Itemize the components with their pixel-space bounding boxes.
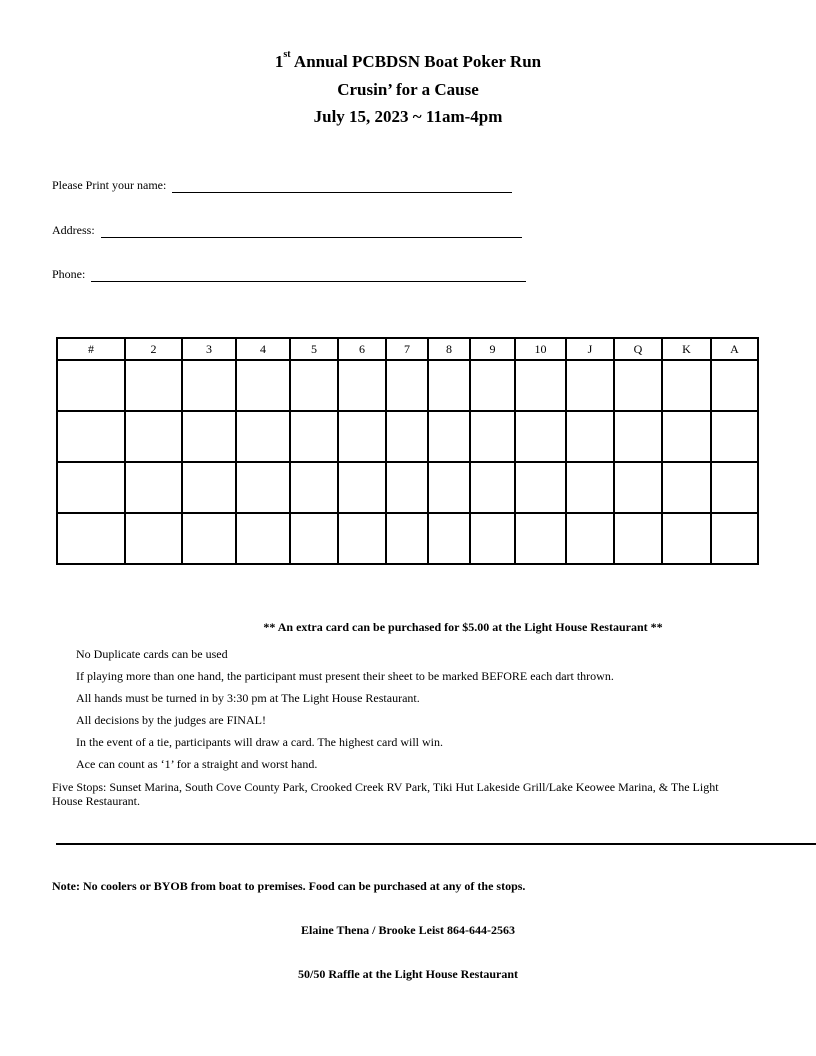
event-subtitle: Crusin’ for a Cause (337, 80, 479, 99)
rules-list (76, 646, 614, 778)
card-table-body (57, 360, 758, 564)
card-cell[interactable] (428, 411, 470, 462)
card-cell[interactable] (428, 513, 470, 564)
header-cell: 3 (182, 338, 236, 360)
event-title (0, 49, 816, 72)
card-cell[interactable] (428, 360, 470, 411)
header-cell: # (57, 338, 125, 360)
rule-item: If playing more than one hand, the participant must present their sheet to be marked BEFORE each dart thrown. (76, 669, 614, 683)
card-cell[interactable] (515, 513, 566, 564)
card-cell[interactable] (182, 513, 236, 564)
contact-line: Elaine Thena / Brooke Leist 864-644-2563 (301, 923, 515, 937)
card-cell[interactable] (711, 462, 758, 513)
address-input-line[interactable] (101, 225, 522, 238)
card-cell[interactable] (470, 360, 515, 411)
header-cell: Q (614, 338, 662, 360)
title-ordinal-suffix: st (283, 49, 291, 60)
card-cell[interactable] (386, 411, 428, 462)
card-cell[interactable] (711, 360, 758, 411)
header-cell: 5 (290, 338, 338, 360)
card-cell[interactable] (57, 513, 125, 564)
card-cell[interactable] (125, 513, 182, 564)
card-cell[interactable] (182, 462, 236, 513)
rule-item: All hands must be turned in by 3:30 pm at The Light House Restaurant. (76, 691, 420, 705)
name-label: Please Print your name: (52, 178, 167, 192)
header-cell: 10 (515, 338, 566, 360)
card-cell[interactable] (236, 462, 290, 513)
card-cell[interactable] (566, 411, 614, 462)
card-cell[interactable] (566, 513, 614, 564)
card-table-row (57, 462, 758, 513)
card-cell[interactable] (428, 462, 470, 513)
card-cell[interactable] (125, 411, 182, 462)
card-table-header-row (57, 338, 758, 360)
card-cell[interactable] (662, 411, 711, 462)
address-label: Address: (52, 223, 95, 237)
header-cell: 9 (470, 338, 515, 360)
name-field (52, 178, 512, 193)
card-cell[interactable] (290, 513, 338, 564)
card-cell[interactable] (614, 411, 662, 462)
card-table-row (57, 360, 758, 411)
card-cell[interactable] (386, 360, 428, 411)
card-table (56, 337, 759, 565)
rule-item: No Duplicate cards can be used (76, 647, 228, 661)
phone-input-line[interactable] (91, 269, 526, 282)
card-cell[interactable] (662, 513, 711, 564)
card-cell[interactable] (125, 462, 182, 513)
phone-field (52, 267, 526, 282)
card-cell[interactable] (338, 513, 386, 564)
card-cell[interactable] (470, 411, 515, 462)
card-cell[interactable] (338, 360, 386, 411)
card-cell[interactable] (711, 513, 758, 564)
card-cell[interactable] (566, 462, 614, 513)
card-cell[interactable] (662, 360, 711, 411)
card-cell[interactable] (566, 360, 614, 411)
card-table-row (57, 513, 758, 564)
card-cell[interactable] (236, 513, 290, 564)
card-cell[interactable] (386, 513, 428, 564)
rule-item: Ace can count as ‘1’ for a straight and worst hand. (76, 757, 318, 771)
card-cell[interactable] (614, 462, 662, 513)
address-field (52, 223, 522, 238)
phone-label: Phone: (52, 267, 86, 281)
header-cell: 4 (236, 338, 290, 360)
card-cell[interactable] (290, 411, 338, 462)
card-cell[interactable] (290, 360, 338, 411)
card-cell[interactable] (662, 462, 711, 513)
card-cell[interactable] (515, 462, 566, 513)
card-cell[interactable] (125, 360, 182, 411)
title-ordinal-number: 1 (274, 52, 284, 71)
card-cell[interactable] (386, 462, 428, 513)
header-cell: J (566, 338, 614, 360)
card-cell[interactable] (290, 462, 338, 513)
card-cell[interactable] (182, 360, 236, 411)
five-stops-text: Five Stops: Sunset Marina, South Cove County Park, Crooked Creek RV Park, Tiki Hut Lakeside Grill/Lake Keowee Marina, & The Light House Restaurant. (52, 780, 719, 808)
card-cell[interactable] (470, 462, 515, 513)
card-table-row (57, 411, 758, 462)
extra-card-note: ** An extra card can be purchased for $5.00 at the Light House Restaurant ** (263, 620, 663, 634)
rule-item: In the event of a tie, participants will draw a card. The highest card will win. (76, 735, 443, 749)
header-cell: 7 (386, 338, 428, 360)
card-cell[interactable] (338, 462, 386, 513)
title-text: Annual PCBDSN Boat Poker Run (290, 52, 542, 71)
header-cell: A (711, 338, 758, 360)
card-cell[interactable] (711, 411, 758, 462)
event-date: July 15, 2023 ~ 11am-4pm (313, 107, 503, 126)
name-input-line[interactable] (172, 180, 512, 193)
card-cell[interactable] (515, 411, 566, 462)
header-cell: K (662, 338, 711, 360)
header-cell: 8 (428, 338, 470, 360)
card-cell[interactable] (614, 360, 662, 411)
card-cell[interactable] (57, 411, 125, 462)
raffle-line: 50/50 Raffle at the Light House Restaurant (298, 967, 518, 981)
header-cell: 6 (338, 338, 386, 360)
card-cell[interactable] (470, 513, 515, 564)
card-cell[interactable] (182, 411, 236, 462)
card-cell[interactable] (57, 360, 125, 411)
card-cell[interactable] (614, 513, 662, 564)
divider-line (56, 843, 816, 845)
card-cell[interactable] (515, 360, 566, 411)
card-cell[interactable] (236, 360, 290, 411)
rule-item: All decisions by the judges are FINAL! (76, 713, 266, 727)
header-cell: 2 (125, 338, 182, 360)
card-cell[interactable] (338, 411, 386, 462)
footer-note: Note: No coolers or BYOB from boat to premises. Food can be purchased at any of the stops. (52, 879, 526, 893)
card-cell[interactable] (236, 411, 290, 462)
card-cell[interactable] (57, 462, 125, 513)
